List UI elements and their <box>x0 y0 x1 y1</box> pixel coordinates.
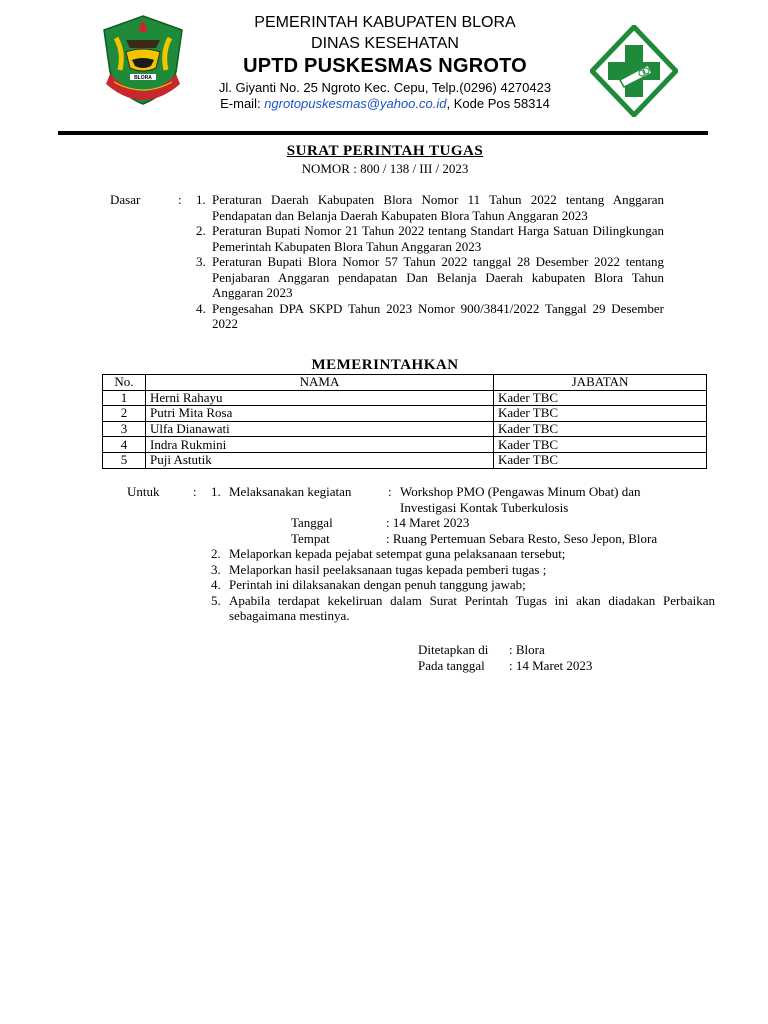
email-link[interactable]: ngrotopuskesmas@yahoo.co.id <box>264 96 447 111</box>
dasar-item <box>196 254 664 301</box>
ditetapkan-row <box>418 642 592 658</box>
blora-emblem-logo <box>96 12 190 108</box>
table-cell-nama: Putri Mita Rosa <box>146 406 494 422</box>
table-header-no: No. <box>103 375 146 391</box>
table-cell-jabatan: Kader TBC <box>494 452 707 468</box>
dasar-number: 4. <box>196 300 206 316</box>
tanggal-row <box>211 515 715 531</box>
letter-number: NOMOR : 800 / 138 / III / 2023 <box>301 161 469 176</box>
dasar-item <box>196 223 664 254</box>
untuk-item-cont <box>211 500 715 516</box>
dasar-text: Peraturan Bupati Blora Nomor 57 Tahun 2022 tanggal 28 Desember 2022 tentang Penjabaran Anggaran pendapatan Dan Belanja Daerah kabupaten Blora Tahun Anggaran 2023 <box>212 254 664 300</box>
dasar-number: 1. <box>196 192 206 207</box>
untuk-list <box>211 484 715 624</box>
dasar-label: Dasar <box>110 192 141 207</box>
dasar-item <box>196 301 664 332</box>
postal-code: , Kode Pos 58314 <box>446 96 550 111</box>
email-label: E-mail: <box>220 96 265 111</box>
table-cell-no: 5 <box>103 452 146 468</box>
dasar-text: Peraturan Bupati Nomor 21 Tahun 2022 tentang Standart Harga Satuan Dilingkungan Pemerintah Kabupaten Blora Tahun Anggaran 2023 <box>212 223 664 254</box>
dasar-text: Peraturan Daerah Kabupaten Blora Nomor 11 Tahun 2022 tentang Anggaran Pendapatan dan Belanja Daerah Kabupaten Blora Tahun Anggaran 2023 <box>212 192 664 223</box>
untuk-colon: : <box>193 484 197 499</box>
dasar-item <box>196 192 664 223</box>
untuk-text: Perintah ini dilaksanakan dengan penuh tanggung jawab; <box>229 577 526 592</box>
table-cell-no: 1 <box>103 390 146 406</box>
dasar-text: Pengesahan DPA SKPD Tahun 2023 Nomor 900/3841/2022 Tanggal 29 Desember 2022 <box>212 300 664 331</box>
untuk-text: Melaporkan kepada pejabat setempat guna pelaksanaan tersebut; <box>229 546 566 561</box>
logo-left-text: BLORA <box>134 75 152 81</box>
table-cell-no: 4 <box>103 437 146 453</box>
table-cell-jabatan: Kader TBC <box>494 406 707 422</box>
untuk-number: 5. <box>211 592 221 608</box>
header-divider <box>58 131 708 135</box>
untuk-item <box>211 593 715 624</box>
personnel-table <box>102 374 707 469</box>
dasar-number: 2. <box>196 223 206 238</box>
untuk-item <box>211 562 715 578</box>
pada-tanggal-row <box>418 658 592 674</box>
table-header-jabatan: JABATAN <box>494 375 707 391</box>
untuk-item <box>211 546 715 562</box>
untuk-number: 4. <box>211 577 221 592</box>
puskesmas-logo <box>590 25 678 117</box>
header-government: PEMERINTAH KABUPATEN BLORA <box>254 14 516 31</box>
untuk-number: 2. <box>211 546 221 561</box>
memerintahkan-heading: MEMERINTAHKAN <box>311 357 459 373</box>
header-institution: UPTD PUSKESMAS NGROTO <box>243 55 527 77</box>
table-cell-nama: Puji Astutik <box>146 452 494 468</box>
kegiatan-label: Melaksanakan kegiatan <box>229 484 352 499</box>
table-cell-no: 3 <box>103 421 146 437</box>
table-cell-nama: Indra Rukmini <box>146 437 494 453</box>
signature-block <box>418 642 592 673</box>
table-cell-jabatan: Kader TBC <box>494 421 707 437</box>
letter-title: SURAT PERINTAH TUGAS <box>286 143 484 159</box>
table-header-row <box>103 375 707 391</box>
kegiatan-value-cont: Investigasi Kontak Tuberkulosis <box>400 499 569 515</box>
table-cell-no: 2 <box>103 406 146 422</box>
table-cell-jabatan: Kader TBC <box>494 437 707 453</box>
dasar-list <box>196 192 664 332</box>
table-cell-nama: Herni Rahayu <box>146 390 494 406</box>
kegiatan-colon: : <box>388 484 392 499</box>
untuk-number: 1. <box>211 484 221 499</box>
table-row <box>103 406 707 422</box>
dasar-number: 3. <box>196 254 206 269</box>
table-header-nama: NAMA <box>146 375 494 391</box>
pada-tanggal-value: : 14 Maret 2023 <box>509 657 593 673</box>
untuk-text: Melaporkan hasil peelaksanaan tugas kepada pemberi tugas ; <box>229 561 547 577</box>
table-row <box>103 452 707 468</box>
tempat-label: Tempat <box>291 530 330 546</box>
pada-tanggal-label: Pada tanggal <box>418 657 485 673</box>
untuk-label: Untuk <box>127 484 160 499</box>
table-row <box>103 421 707 437</box>
ditetapkan-label: Ditetapkan di <box>418 642 489 657</box>
tempat-row <box>211 531 715 547</box>
table-cell-jabatan: Kader TBC <box>494 390 707 406</box>
tanggal-value: : 14 Maret 2023 <box>386 515 470 530</box>
table-cell-nama: Ulfa Dianawati <box>146 421 494 437</box>
kegiatan-value: Workshop PMO (Pengawas Minum Obat) dan <box>400 484 641 499</box>
table-row <box>103 390 707 406</box>
untuk-text: Apabila terdapat kekeliruan dalam Surat Perintah Tugas ini akan diadakan Perbaikan sebagaimana mestinya. <box>229 592 715 623</box>
table-row <box>103 437 707 453</box>
header-address: Jl. Giyanti No. 25 Ngroto Kec. Cepu, Telp.(0296) 4270423 <box>218 80 552 95</box>
untuk-item <box>211 484 715 500</box>
ditetapkan-value: : Blora <box>509 642 545 657</box>
header-department: DINAS KESEHATAN <box>311 35 459 52</box>
tempat-value: : Ruang Pertemuan Sebara Resto, Seso Jepon, Blora <box>386 530 658 546</box>
tanggal-label: Tanggal <box>291 515 333 530</box>
dasar-colon: : <box>178 192 182 207</box>
untuk-item <box>211 577 715 593</box>
header-contact <box>190 96 580 111</box>
untuk-number: 3. <box>211 561 221 577</box>
